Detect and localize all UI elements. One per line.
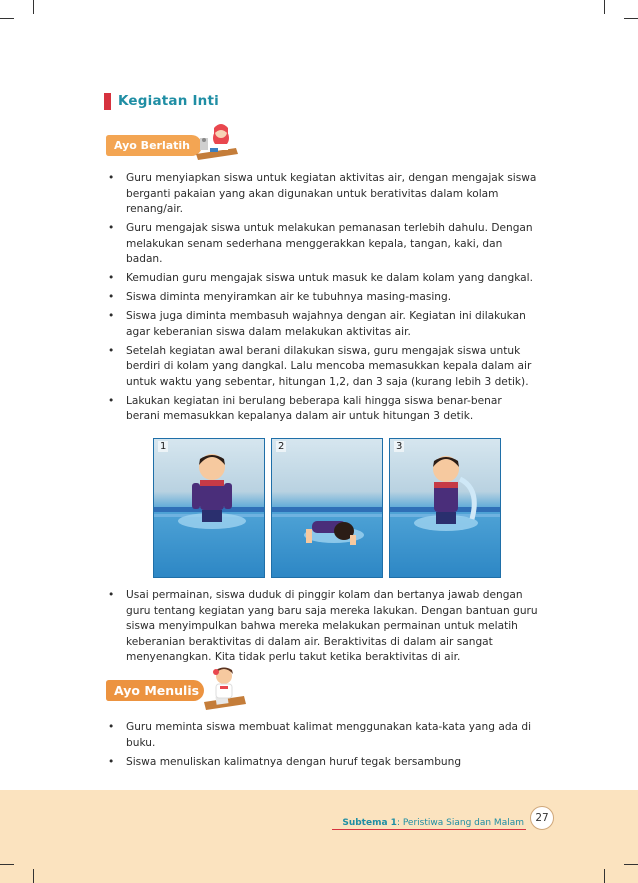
girl-writing-icon bbox=[198, 662, 248, 712]
section-title: Kegiatan Inti bbox=[118, 93, 219, 109]
list-item: • Guru meminta siswa membuat kalimat menggunakan kata-kata yang ada di buku. bbox=[108, 720, 538, 751]
girl-reading-icon bbox=[192, 118, 240, 162]
page-footer bbox=[0, 790, 638, 883]
list-item: • Siswa juga diminta membasuh wajahnya dengan air. Kegiatan ini dilakukan agar keberanian siswa dalam melakukan aktivitas air. bbox=[108, 309, 538, 340]
crop-mark bbox=[624, 864, 638, 865]
crop-mark bbox=[0, 18, 14, 19]
list-item: • Siswa diminta menyiramkan air ke tubuhnya masing-masing. bbox=[108, 290, 538, 306]
list-item: • Guru menyiapkan siswa untuk kegiatan aktivitas air, dengan mengajak siswa berganti pakaian yang akan digunakan untuk berativitas dalam kolam renang/air. bbox=[108, 171, 538, 218]
panel-number: 3 bbox=[396, 441, 403, 452]
list-item: • Siswa menuliskan kalimatnya dengan huruf tegak bersambung bbox=[108, 755, 538, 771]
list-item: • Kemudian guru mengajak siswa untuk masuk ke dalam kolam yang dangkal. bbox=[108, 271, 538, 287]
list-item: • Guru mengajak siswa untuk melakukan pemanasan terlebih dahulu. Dengan melakukan senam sederhana menggerakkan kepala, tangan, kaki, dan badan. bbox=[108, 221, 538, 268]
illustration-panel-1 bbox=[153, 438, 265, 578]
panel-number: 1 bbox=[160, 441, 167, 452]
list-item: • Usai permainan, siswa duduk di pinggir kolam dan bertanya jawab dengan guru tentang kegiatan yang baru saja mereka lakukan. Dengan bantuan guru siswa menyimpulkan bahwa mereka melakukan permainan untuk melatih keberanian beraktivitas di dalam air. Beraktivitas di dalam air sangat menyenangkan. Kita tidak perlu takut ketika beraktivitas di air. bbox=[108, 588, 538, 666]
activity-list-3 bbox=[108, 720, 538, 774]
activity-list-1 bbox=[108, 171, 538, 428]
footer-subtema bbox=[332, 818, 526, 830]
ayo-berlatih-banner: Ayo Berlatih bbox=[106, 135, 202, 156]
list-item: • Setelah kegiatan awal berani dilakukan siswa, guru mengajak siswa untuk berdiri di kolam yang dangkal. Lalu mencoba memasukkan kepala dalam air untuk waktu yang sebentar, hitungan 1,2, dan 3 saja (kurang lebih 3 detik). bbox=[108, 344, 538, 391]
subtema-label: Subtema 1 bbox=[342, 818, 397, 828]
crop-mark bbox=[33, 0, 34, 14]
heading-bar bbox=[104, 93, 111, 110]
page-number: 27 bbox=[530, 806, 554, 830]
crop-mark bbox=[624, 18, 638, 19]
crop-mark bbox=[33, 869, 34, 883]
activity-list-2 bbox=[108, 588, 538, 669]
crop-mark bbox=[604, 0, 605, 14]
section-heading bbox=[104, 92, 219, 110]
crop-mark bbox=[604, 869, 605, 883]
list-item: • Lakukan kegiatan ini berulang beberapa kali hingga siswa benar-benar berani memasukkan kepalanya dalam air untuk hitungan 3 detik. bbox=[108, 394, 538, 425]
crop-mark bbox=[0, 864, 14, 865]
subtema-title: : Peristiwa Siang dan Malam bbox=[396, 818, 524, 828]
ayo-menulis-banner: Ayo Menulis bbox=[106, 680, 204, 701]
illustration-panel-3 bbox=[389, 438, 501, 578]
illustration-panel-2 bbox=[271, 438, 383, 578]
panel-number: 2 bbox=[278, 441, 285, 452]
